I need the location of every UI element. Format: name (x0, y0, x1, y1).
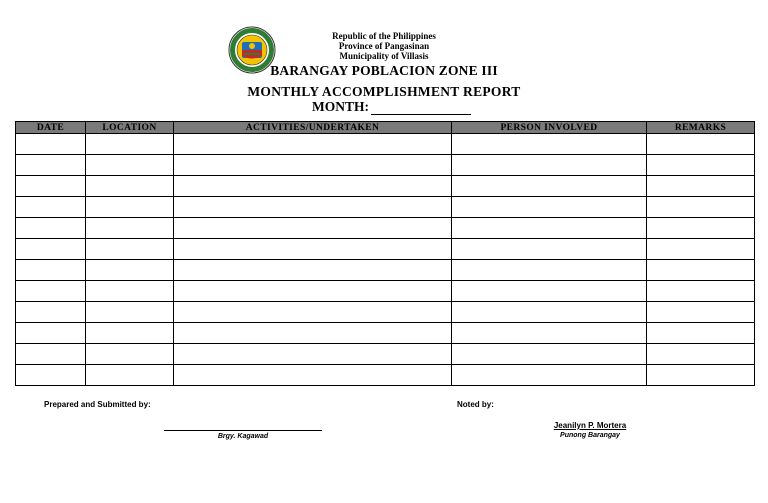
header-municipality: Municipality of Villasis (339, 51, 429, 61)
cell-activities[interactable] (174, 260, 452, 281)
cell-person-involved[interactable] (452, 239, 647, 260)
prepared-label: Prepared and Submitted by: (44, 400, 151, 409)
cell-remarks[interactable] (647, 344, 755, 365)
signature-line (164, 430, 322, 431)
header-province: Province of Pangasinan (338, 41, 430, 51)
table-row (16, 155, 755, 176)
cell-activities[interactable] (174, 197, 452, 218)
cell-date[interactable] (16, 155, 86, 176)
cell-person-involved[interactable] (452, 281, 647, 302)
cell-location[interactable] (86, 155, 174, 176)
col-date: DATE (16, 122, 86, 134)
cell-activities[interactable] (174, 302, 452, 323)
table-header-row (16, 122, 755, 134)
cell-remarks[interactable] (647, 260, 755, 281)
report-title: MONTHLY ACCOMPLISHMENT REPORT (247, 84, 521, 99)
cell-activities[interactable] (174, 218, 452, 239)
cell-date[interactable] (16, 365, 86, 386)
table-row (16, 176, 755, 197)
table-row (16, 323, 755, 344)
accomplishment-table (15, 121, 755, 386)
cell-person-involved[interactable] (452, 176, 647, 197)
cell-activities[interactable] (174, 239, 452, 260)
cell-person-involved[interactable] (452, 218, 647, 239)
table-row (16, 260, 755, 281)
table-row (16, 365, 755, 386)
cell-activities[interactable] (174, 155, 452, 176)
month-field (312, 99, 471, 115)
cell-date[interactable] (16, 218, 86, 239)
cell-person-involved[interactable] (452, 323, 647, 344)
cell-activities[interactable] (174, 281, 452, 302)
cell-date[interactable] (16, 302, 86, 323)
noted-role: Punong Barangay (560, 432, 620, 439)
col-person-involved: PERSON INVOLVED (452, 122, 647, 134)
cell-location[interactable] (86, 302, 174, 323)
table-row (16, 302, 755, 323)
cell-activities[interactable] (174, 134, 452, 155)
cell-remarks[interactable] (647, 176, 755, 197)
cell-remarks[interactable] (647, 218, 755, 239)
cell-date[interactable] (16, 260, 86, 281)
noted-name: Jeanilyn P. Mortera (553, 421, 627, 430)
table-row (16, 344, 755, 365)
table-row (16, 134, 755, 155)
barangay-name: BARANGAY POBLACION ZONE III (270, 63, 498, 78)
table-row (16, 281, 755, 302)
cell-remarks[interactable] (647, 302, 755, 323)
col-location: LOCATION (86, 122, 174, 134)
cell-location[interactable] (86, 260, 174, 281)
cell-remarks[interactable] (647, 323, 755, 344)
month-blank-line[interactable] (371, 102, 471, 115)
cell-remarks[interactable] (647, 281, 755, 302)
header-country: Republic of the Philippines (332, 31, 436, 41)
cell-person-involved[interactable] (452, 134, 647, 155)
cell-person-involved[interactable] (452, 260, 647, 281)
cell-location[interactable] (86, 218, 174, 239)
cell-location[interactable] (86, 239, 174, 260)
cell-remarks[interactable] (647, 155, 755, 176)
col-activities: ACTIVITIES/UNDERTAKEN (174, 122, 452, 134)
table-row (16, 197, 755, 218)
cell-person-involved[interactable] (452, 365, 647, 386)
table-row (16, 218, 755, 239)
cell-remarks[interactable] (647, 134, 755, 155)
cell-location[interactable] (86, 323, 174, 344)
cell-activities[interactable] (174, 176, 452, 197)
cell-person-involved[interactable] (452, 155, 647, 176)
noted-label: Noted by: (457, 400, 494, 409)
cell-location[interactable] (86, 281, 174, 302)
cell-date[interactable] (16, 197, 86, 218)
month-label: MONTH: (312, 99, 369, 114)
col-remarks: REMARKS (647, 122, 755, 134)
cell-remarks[interactable] (647, 239, 755, 260)
cell-date[interactable] (16, 323, 86, 344)
table-row (16, 239, 755, 260)
cell-date[interactable] (16, 176, 86, 197)
cell-person-involved[interactable] (452, 197, 647, 218)
cell-location[interactable] (86, 134, 174, 155)
cell-date[interactable] (16, 239, 86, 260)
cell-date[interactable] (16, 134, 86, 155)
cell-person-involved[interactable] (452, 344, 647, 365)
cell-remarks[interactable] (647, 197, 755, 218)
cell-remarks[interactable] (647, 365, 755, 386)
cell-location[interactable] (86, 197, 174, 218)
prepared-role: Brgy. Kagawad (217, 433, 269, 440)
cell-date[interactable] (16, 344, 86, 365)
cell-location[interactable] (86, 344, 174, 365)
cell-location[interactable] (86, 365, 174, 386)
cell-activities[interactable] (174, 323, 452, 344)
cell-person-involved[interactable] (452, 302, 647, 323)
cell-location[interactable] (86, 176, 174, 197)
cell-date[interactable] (16, 281, 86, 302)
cell-activities[interactable] (174, 344, 452, 365)
cell-activities[interactable] (174, 365, 452, 386)
